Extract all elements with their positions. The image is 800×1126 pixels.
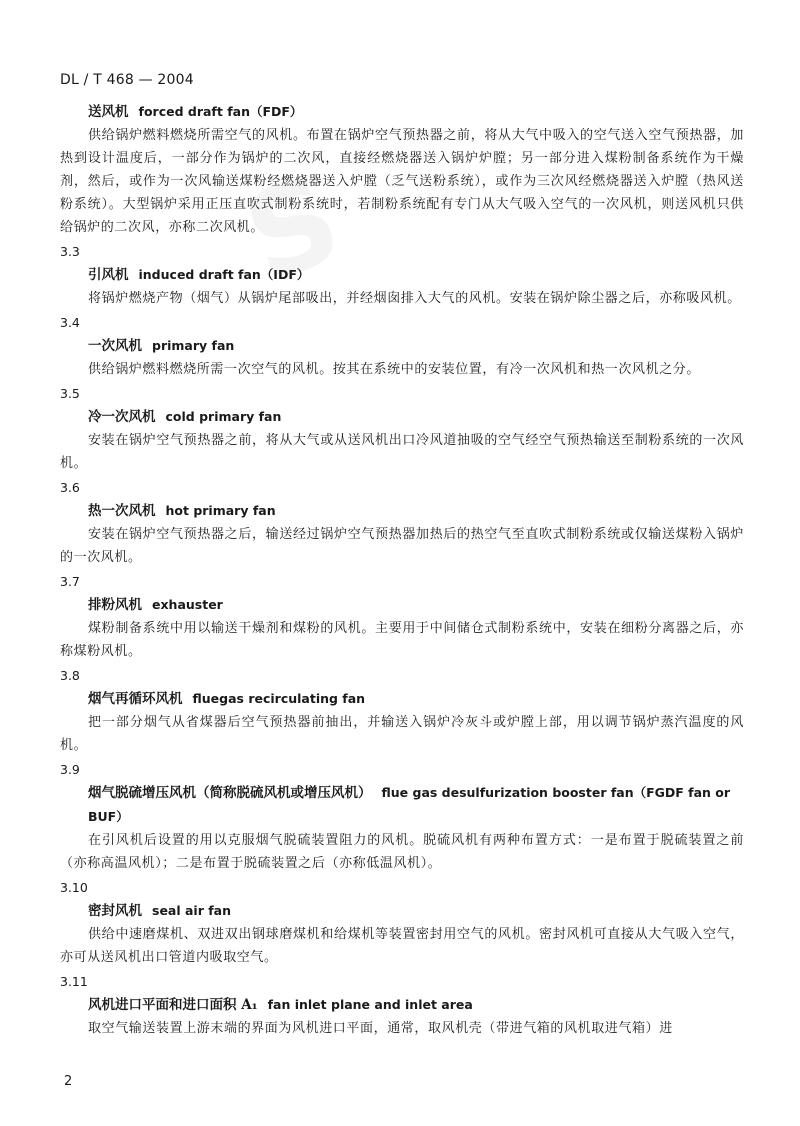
term-definition: 取空气输送装置上游末端的界面为风机进口平面，通常，取风机壳（带进气箱的风机取进气箱）进 bbox=[88, 1021, 673, 1036]
term-zh: 一次风机 bbox=[88, 338, 142, 354]
term-zh: 烟气脱硫增压风机（简称脱硫风机或增压风机） bbox=[88, 785, 372, 801]
term-zh: 密封风机 bbox=[88, 903, 142, 919]
term-title bbox=[60, 499, 744, 523]
term-zh: 引风机 bbox=[88, 267, 129, 283]
term-en: fluegas recirculating fan bbox=[192, 691, 366, 706]
term-zh: 风机进口平面和进口面积 A₁ bbox=[88, 997, 258, 1013]
clause-number: 3.8 bbox=[60, 668, 80, 683]
term-zh: 热一次风机 bbox=[88, 503, 156, 519]
term-block bbox=[60, 877, 744, 969]
term-zh: 冷一次风机 bbox=[88, 409, 156, 425]
term-definition: 在引风机后设置的用以克服烟气脱硫装置阻力的风机。脱硫风机有两种布置方式：一是布置于脱硫装置之前（亦称高温风机）；二是布置于脱硫装置之后（亦称低温风机）。 bbox=[60, 833, 744, 871]
term-title bbox=[60, 899, 744, 923]
term-title bbox=[60, 263, 744, 287]
term-en: forced draft fan（FDF） bbox=[138, 104, 303, 119]
term-zh: 烟气再循环风机 bbox=[88, 691, 183, 707]
term-title bbox=[60, 593, 744, 617]
term-definition: 安装在锅炉空气预热器之前，将从大气或从送风机出口冷风道抽吸的空气经空气预热输送至制粉系统的一次风机。 bbox=[60, 433, 744, 471]
term-title bbox=[60, 100, 744, 124]
term-definition: 安装在锅炉空气预热器之后，输送经过锅炉空气预热器加热后的热空气至直吹式制粉系统或仅输送煤粉入锅炉的一次风机。 bbox=[60, 527, 744, 565]
term-block bbox=[60, 312, 744, 381]
term-block bbox=[60, 571, 744, 663]
term-block bbox=[60, 241, 744, 310]
term-title bbox=[60, 993, 744, 1017]
term-title bbox=[60, 781, 744, 829]
clause-number: 3.5 bbox=[60, 386, 80, 401]
term-definition: 煤粉制备系统中用以输送干燥剂和煤粉的风机。主要用于中间储仓式制粉系统中，安装在细粉分离器之后，亦称煤粉风机。 bbox=[60, 621, 744, 659]
term-title bbox=[60, 334, 744, 358]
term-en: seal air fan bbox=[152, 903, 231, 918]
term-zh: 排粉风机 bbox=[88, 597, 142, 613]
term-block bbox=[60, 759, 744, 875]
term-en: cold primary fan bbox=[165, 409, 282, 424]
clause-number: 3.6 bbox=[60, 480, 80, 495]
term-definition: 供给锅炉燃料燃烧所需空气的风机。布置在锅炉空气预热器之前，将从大气中吸入的空气送入空气预热器，加热到设计温度后，一部分作为锅炉的二次风，直接经燃烧器送入锅炉炉膛；另一部分进入煤粉制备系统作为干燥剂，然后，或作为一次风输送煤粉经燃烧器送入炉膛（乏气送粉系统），或作为三次风经燃烧器送入炉膛（热风送粉系统）。大型锅炉采用正压直吹式制粉系统时，若制粉系统配有专门从大气吸入空气的一次风机，则送风机只供给锅炉的二次风，亦称二次风机。 bbox=[60, 128, 744, 235]
clause-number: 3.9 bbox=[60, 762, 80, 777]
term-en: flue gas desulfurization booster fan（FGDF fan or BUF） bbox=[88, 785, 731, 824]
term-block bbox=[60, 383, 744, 475]
term-block bbox=[60, 477, 744, 569]
clause-number: 3.3 bbox=[60, 244, 80, 259]
term-en: fan inlet plane and inlet area bbox=[267, 997, 473, 1012]
page-number: 2 bbox=[64, 1074, 73, 1089]
term-definition: 供给锅炉燃料燃烧所需一次空气的风机。按其在系统中的安装位置，有冷一次风机和热一次风机之分。 bbox=[88, 362, 701, 377]
clause-number: 3.10 bbox=[60, 880, 88, 895]
document-body bbox=[60, 100, 744, 1040]
clause-number: 3.11 bbox=[60, 974, 88, 989]
term-zh: 送风机 bbox=[88, 104, 129, 120]
term-block bbox=[60, 665, 744, 757]
term-definition: 把一部分烟气从省煤器后空气预热器前抽出，并输送入锅炉冷灰斗或炉膛上部，用以调节锅炉蒸汽温度的风机。 bbox=[60, 715, 744, 753]
term-block-intro bbox=[60, 100, 744, 239]
term-definition: 供给中速磨煤机、双进双出钢球磨煤机和给煤机等装置密封用空气的风机。密封风机可直接从大气吸入空气，亦可从送风机出口管道内吸取空气。 bbox=[60, 927, 744, 965]
term-en: hot primary fan bbox=[165, 503, 276, 518]
clause-number: 3.4 bbox=[60, 315, 80, 330]
term-list bbox=[60, 241, 744, 1040]
term-definition: 将锅炉燃烧产物（烟气）从锅炉尾部吸出，并经烟囱排入大气的风机。安装在锅炉除尘器之后，亦称吸风机。 bbox=[88, 291, 741, 306]
clause-number: 3.7 bbox=[60, 574, 80, 589]
term-en: exhauster bbox=[152, 597, 223, 612]
term-title bbox=[60, 687, 744, 711]
term-block bbox=[60, 971, 744, 1040]
term-en: primary fan bbox=[152, 338, 235, 353]
standard-header: DL / T 468 — 2004 bbox=[60, 72, 194, 88]
term-en: induced draft fan（IDF） bbox=[138, 267, 310, 282]
term-title bbox=[60, 405, 744, 429]
